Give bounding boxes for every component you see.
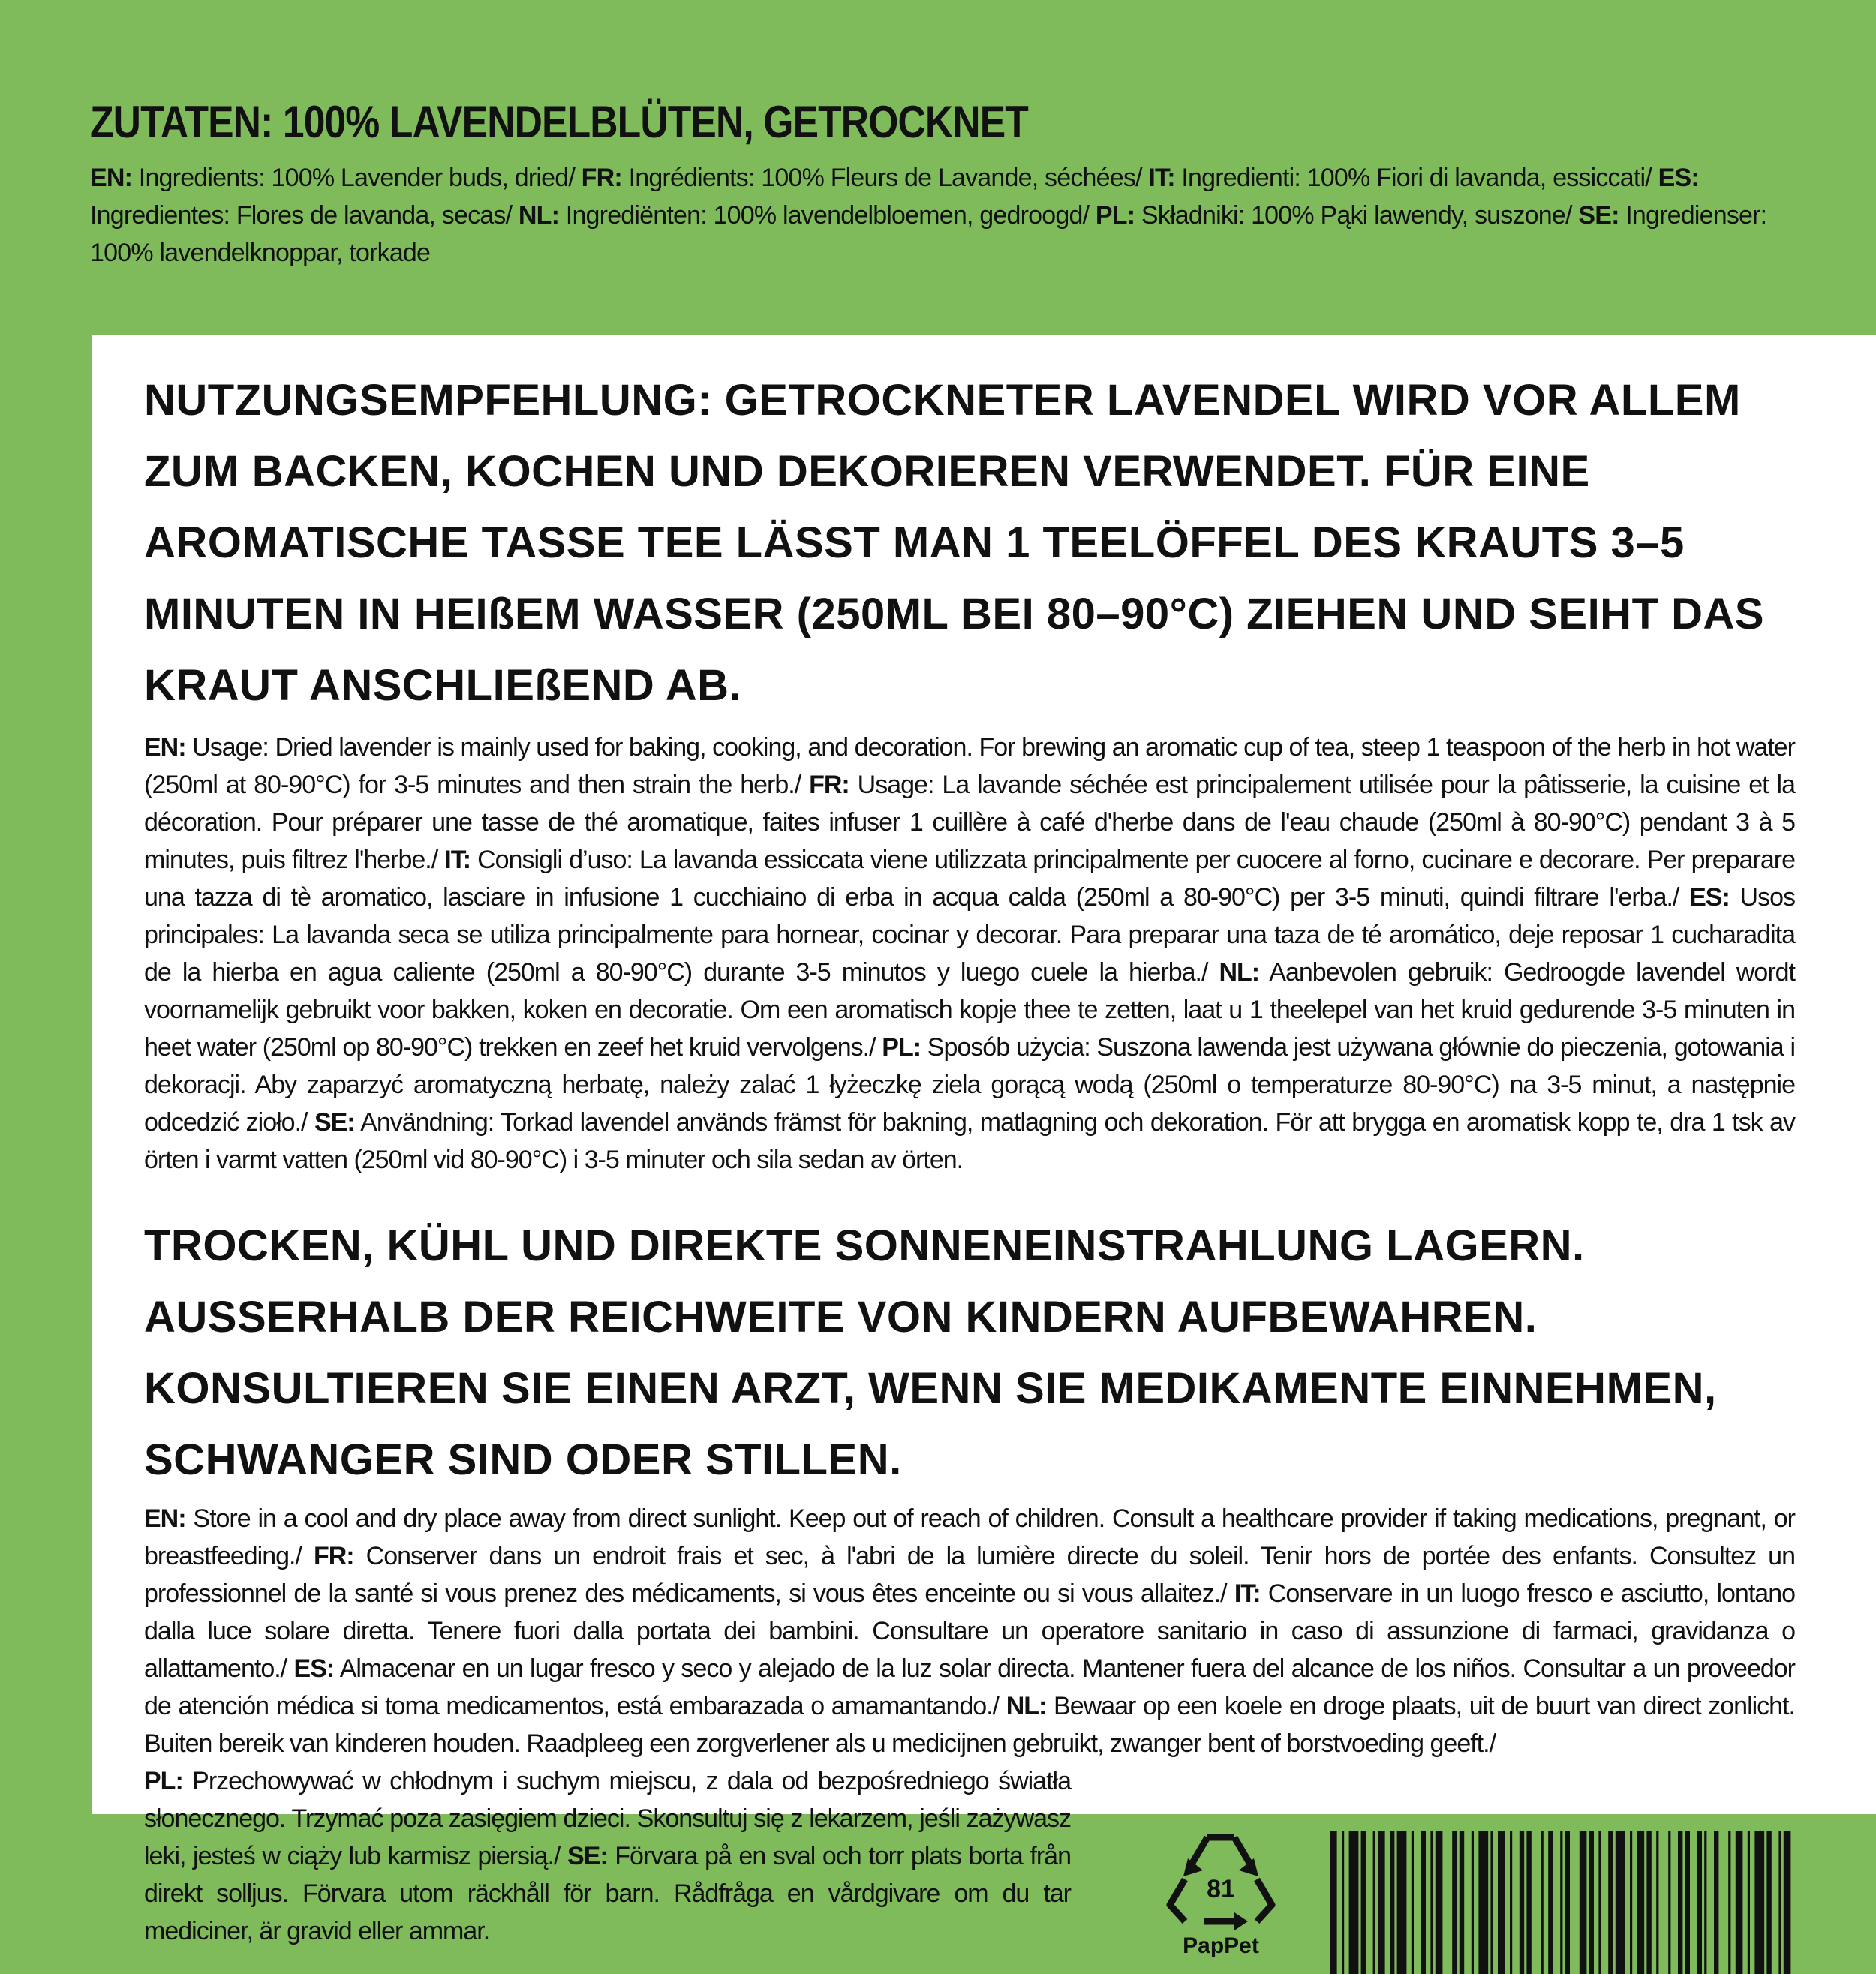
lang-code: EN: [90,164,133,192]
lang-code: EN: [144,1504,186,1533]
barcode-bar [1526,1831,1531,1974]
translation-text: Ingredienti: 100% Fiori di lavanda, essiccati/ [1174,164,1658,192]
storage-heading: TROCKEN, KÜHL UND DIREKTE SONNENEINSTRAHLUNG LAGERN. AUSSERHALB DER REICHWEITE VON KINDERN AUFBEWAHREN. KONSULTIEREN SIE EINEN ARZT, WENN SIE MEDIKAMENTE EINNEHMEN, SCHWANGER SIND ODER STILLEN. [144,1221,1717,1484]
lang-code: PL: [144,1767,183,1795]
barcode-bar [1630,1831,1632,1974]
barcode-bar [1778,1831,1781,1974]
translation-text: Ingrédients: 100% Fleurs de Lavande, séchées/ [621,164,1149,192]
translation-text: Usage: La lavande séchée est principalement utilisée pour la pâtisserie, la cuisine et la décoration. Pour préparer une tasse de thé aromatique, faites infuser 1 cuillère à café d'herbe dans de l'eau chaude (250ml à 80-90°C) pendant 3 à 5 minutes, puis filtrez l'herbe./ [144,771,1795,874]
ingredients-title: ZUTATEN: 100% LAVENDELBLÜTEN, GETROCKNET [90,97,1028,147]
barcode [1330,1831,1795,1974]
barcode-bar [1646,1831,1651,1974]
translation-text: Ingredienser: 100% lavendelknoppar, torkade [90,201,1767,267]
bottom-block [144,1762,1795,1958]
barcode-bar [1697,1831,1702,1974]
lang-code: NL: [518,201,560,230]
usage-heading: NUTZUNGSEMPFEHLUNG: GETROCKNETER LAVENDEL WIRD VOR ALLEM ZUM BACKEN, KOCHEN UND DEKORIEREN VERWENDET. FÜR EINE AROMATISCHE TASSE TEE LÄSST MAN 1 TEELÖFFEL DES KRAUTS 3–5 MINUTEN IN HEIßEM WASSER (250ML BEI 80–90°C) ZIEHEN UND SEIHT DAS KRAUT ANSCHLIEßEND AB. [144,376,1765,710]
translation-text: Ingredients: 100% Lavender buds, dried/ [132,164,582,192]
barcode-bar [1598,1831,1601,1974]
recycling-code: 81 [1207,1875,1235,1903]
barcode-bar [1728,1831,1730,1974]
barcode-bar [1490,1831,1493,1974]
barcode-bar [1452,1831,1457,1974]
barcode-bar [1361,1831,1366,1974]
lang-code: ES: [293,1654,335,1683]
barcode-bar [1541,1831,1544,1974]
storage-translations-continued [144,1762,1071,1950]
barcode-bar [1510,1831,1512,1974]
lang-code: EN: [144,733,186,762]
translation-text: Usage: Dried lavender is mainly used for baking, cooking, and decoration. For brewing an aromatic cup of tea, steep 1 teaspoon of the herb in hot water (250ml at 80-90°C) for 3-5 minutes and then strain the herb./ [144,733,1795,799]
barcode-bar [1342,1831,1344,1974]
barcode-bar [1616,1831,1625,1974]
translation-text: Consigli d’uso: La lavanda essiccata viene utilizzata principalmente per cuocere al forno, cucinare e decorare. Per preparare una tazza di tè aromatico, lasciare in infusione 1 cucchiaino di erba in acqua calda (250ml a 80-90°C) per 3-5 minuti, quindi filtrare l'erba./ [144,846,1795,912]
barcode-bar [1580,1831,1587,1974]
barcode-bar [1390,1831,1394,1974]
ingredients-translations [90,159,1801,272]
barcode-bar [1766,1831,1771,1974]
barcode-bar [1736,1831,1743,1974]
lang-code: SE: [314,1108,355,1137]
barcode-bar [1548,1831,1553,1974]
barcode-bar [1685,1831,1690,1974]
barcode-bar [1714,1831,1718,1974]
barcode-bar [1560,1831,1562,1974]
barcode-bar [1421,1831,1426,1974]
barcode-bar [1472,1831,1474,1974]
lang-code: PL: [882,1033,921,1062]
storage-translations [144,1500,1795,1762]
lang-code: NL: [1219,958,1260,987]
translation-text: Almacenar en un lugar fresco y seco y alejado de la luz solar directa. Mantener fuera del alcance de los niños. Consultar a un proveedor de atención médica si toma medicamentos, está embarazada o amamantando./ [144,1654,1795,1720]
lang-code: IT: [1148,164,1175,192]
arrow-head-bottom [1234,1912,1248,1930]
barcode-bar [1637,1831,1645,1974]
lang-code: ES: [1658,164,1699,192]
recycling-material: PapPet [1183,1933,1259,1958]
lang-code: ES: [1689,883,1730,912]
barcode-bar [1436,1831,1443,1974]
barcode-bar [1460,1831,1464,1974]
barcode-bar [1373,1831,1375,1974]
barcode-bar [1748,1831,1750,1974]
translation-text: Składniki: 100% Pąki lawendy, suszone/ [1135,201,1579,230]
barcode-bar [1330,1831,1337,1974]
barcode-bar [1478,1831,1488,1974]
barcode-bar [1378,1831,1385,1974]
barcode-bar [1397,1831,1407,1974]
recycling-symbol-icon [1161,1816,1281,1959]
barcode-bar [1412,1831,1414,1974]
usage-translations [144,729,1795,1179]
lang-code: SE: [567,1842,608,1870]
barcode-bar [1704,1831,1706,1974]
barcode-bar [1678,1831,1682,1974]
lang-code: FR: [809,771,849,799]
barcode-bar [1498,1831,1505,1974]
barcode-bar [1349,1831,1359,1974]
lang-code: SE: [1578,201,1619,230]
translation-text: Förvara på en sval och torr plats borta från direkt solljus. Förvara utom räckhåll för barn. Rådfråga en vårdgivare om du tar mediciner, är gravid eller ammar. [144,1842,1071,1945]
barcode-bar [1784,1831,1791,1974]
barcode-bar [1589,1831,1594,1974]
translation-text: Conservare in un luogo fresco e asciutto, lontano dalla luce solare diretta. Tenere fuori dalla portata dei bambini. Consultare un operatore sanitario in caso di assunzione di farmaci, gravidanza o allattamento./ [144,1579,1796,1683]
translation-text: Användning: Torkad lavendel används främst för bakning, matlagning och dekoration. För att brygga en aromatisk kopp te, dra 1 tsk av örten i varmt vatten (250ml vid 80-90°C) i 3-5 minuter och sila sedan av örten. [144,1108,1795,1174]
ingredients-section [90,98,1801,272]
translation-text: Ingrediënten: 100% lavendelbloemen, gedroogd/ [559,201,1096,230]
barcode-bar [1608,1831,1613,1974]
lang-code: IT: [444,846,471,874]
translation-text: Sposób użycia: Suszona lawenda jest używana głównie do pieczenia, gotowania i dekoracji. Aby zaparzyć aromatyczną herbatę, należy zalać 1 łyżeczkę ziela gorącą wodą (250ml o temperaturze 80-90°C) na 3-5 minut, a następnie odcedzić zioło./ [144,1033,1795,1137]
lang-code: PL: [1095,201,1135,230]
translation-text: Usos principales: La lavanda seca se utiliza principalmente para hornear, cocinar y decorar. Para preparar una taza de té aromático, deje reposar 1 cucharadita de la hierba en agua caliente (250ml a 80-90°C) durante 3-5 minutos y luego cuele la hierba./ [144,883,1795,987]
info-panel-content [144,365,1796,1958]
lang-code: NL: [1006,1692,1047,1720]
translation-text: Przechowywać w chłodnym i suchym miejscu, z dala od bezpośredniego światła słonecznego. Trzymać poza zasięgiem dzieci. Skonsultuj się z lekarzem, jeśli zażywasz leki, jesteś w ciąży lub karmisz piersią./ [144,1767,1071,1870]
barcode-bar [1754,1831,1764,1974]
translation-text: Bewaar op een koele en droge plaats, uit de buurt van direct zonlicht. Buiten bereik van kinderen houden. Raadpleeg een zorgverlener als u medicijnen gebruikt, zwanger bent of borstvoeding geeft./ [144,1692,1795,1758]
barcode-bar [1430,1831,1433,1974]
translation-text: Conserver dans un endroit frais et sec, à l'abri de la lumière directe du soleil. Tenir hors de portée des enfants. Consultez un professionnel de la santé si vous prenez des médicaments, si vous êtes enceinte ou si vous allaitez./ [144,1542,1795,1608]
barcode-bar [1656,1831,1658,1974]
barcode-bar [1565,1831,1570,1974]
lang-code: FR: [581,164,622,192]
translation-text: Store in a cool and dry place away from direct sunlight. Keep out of reach of children. Consult a healthcare provider if taking medications, pregnant, or breastfeeding./ [144,1504,1795,1570]
barcode-bar [1668,1831,1670,1974]
lang-code: FR: [313,1542,354,1570]
info-panel [92,335,1876,1958]
lang-code: IT: [1234,1579,1261,1608]
translation-text: Aanbevolen gebruik: Gedroogde lavendel wordt voornamelijk gebruikt voor bakken, koken en decoratie. Om een aromatisch kopje thee te zetten, laat u 1 theelepel van het kruid gedurende 3-5 minuten in heet water (250ml op 80-90°C) trekken en zeef het kruid vervolgens./ [144,958,1795,1062]
barcode-bar [1520,1831,1524,1974]
translation-text: Ingredientes: Flores de lavanda, secas/ [90,201,519,230]
